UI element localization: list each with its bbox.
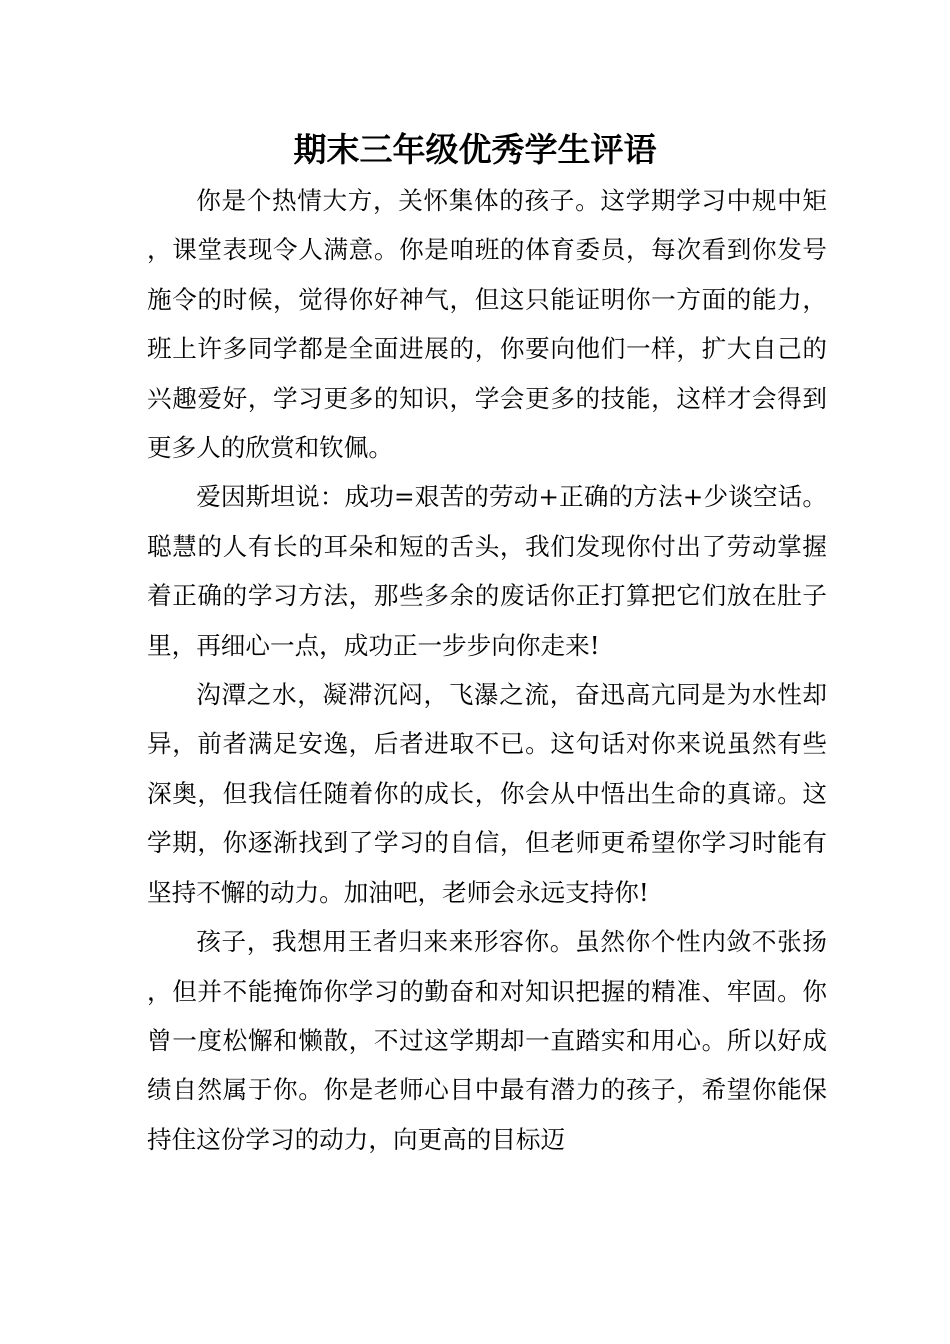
- comment-paragraph-3: 沟潭之水，凝滞沉闷，飞瀑之流，奋迅高亢同是为水性却异，前者满足安逸，后者进取不已。这句话对你来说虽然有些深奥，但我信任随着你的成长，你会从中悟出生命的真谛。这学期，你逐渐找到了学习的自信，但老师更希望你学习时能有坚持不懈的动力。加油吧，老师会永远支持你!: [147, 680, 827, 907]
- comment-paragraph-2: 爱因斯坦说：成功=艰苦的劳动+正确的方法+少谈空话。聪慧的人有长的耳朵和短的舌头，我们发现你付出了劳动掌握着正确的学习方法，那些多余的废话你正打算把它们放在肚子里，再细心一点，成功正一步步向你走来!: [147, 482, 827, 660]
- document-title: 期末三年级优秀学生评语: [293, 130, 657, 169]
- comment-paragraph-4: 孩子，我想用王者归来来形容你。虽然你个性内敛不张扬，但并不能掩饰你学习的勤奋和对知识把握的精准、牢固。你曾一度松懈和懒散，不过这学期却一直踏实和用心。所以好成绩自然属于你。你是老师心目中最有潜力的孩子，希望你能保持住这份学习的动力，向更高的目标迈: [147, 927, 827, 1154]
- comment-paragraph-1: 你是个热情大方，关怀集体的孩子。这学期学习中规中矩，课堂表现令人满意。你是咱班的体育委员，每次看到你发号施令的时候，觉得你好神气，但这只能证明你一方面的能力，班上许多同学都是全面进展的，你要向他们一样，扩大自己的兴趣爱好，学习更多的知识，学会更多的技能，这样才会得到更多人的欣赏和钦佩。: [147, 186, 827, 463]
- document-body: [147, 176, 827, 1164]
